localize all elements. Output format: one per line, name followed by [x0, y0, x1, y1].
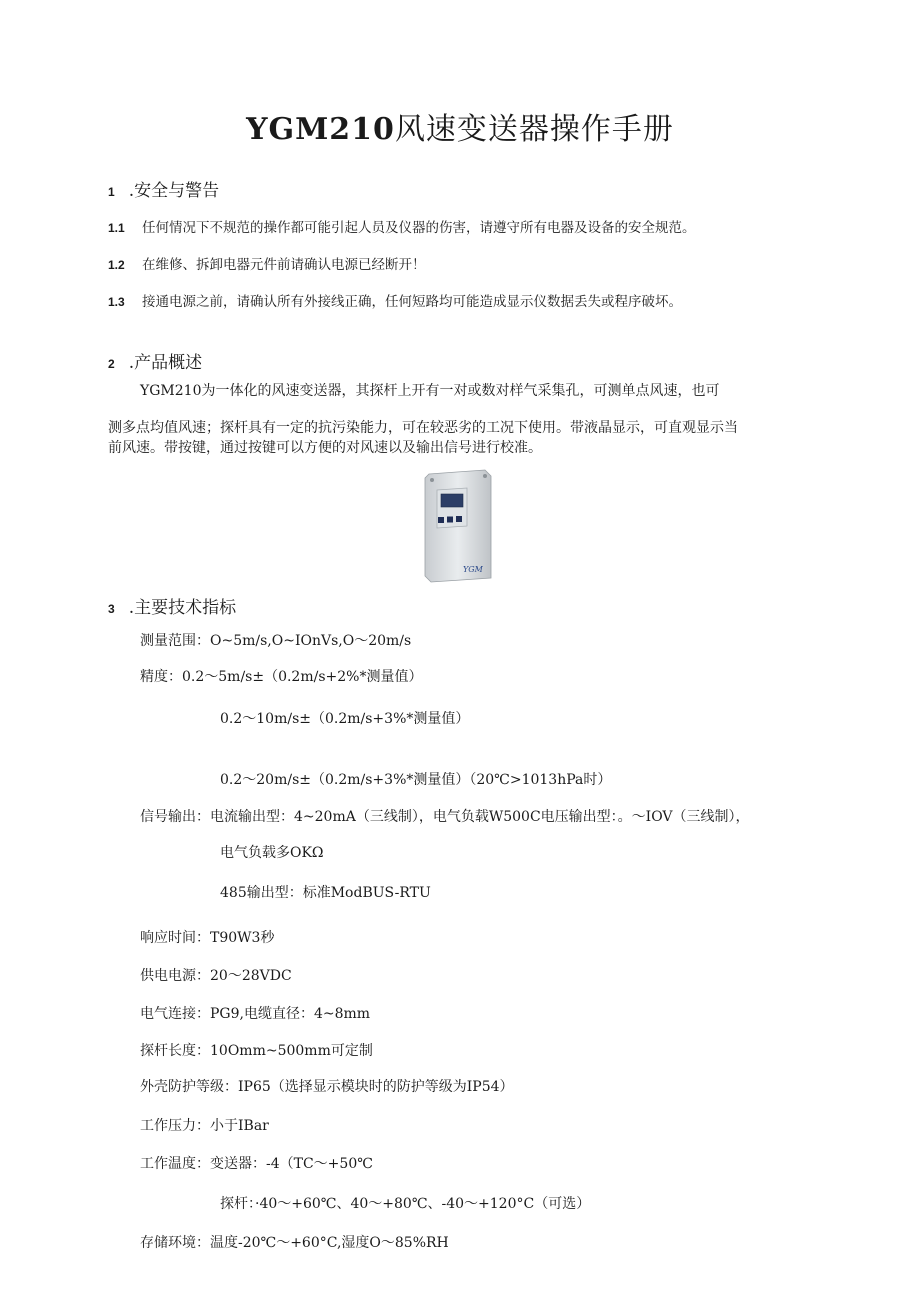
spec-working-temp-probe: 探杆：·40～+60℃、40～+80℃、-40～+120°C（可选）: [220, 1196, 591, 1212]
spec-response-time: 响应时间：T90W3秒: [140, 930, 275, 946]
safety-item-3: [108, 290, 682, 310]
section-3-heading: [108, 593, 236, 618]
spec-accuracy-1: 精度：0.2～5m∕s±（0.2m∕s+2%*测量值）: [140, 669, 423, 685]
document-title: [0, 104, 920, 148]
section-number: 3: [108, 602, 115, 616]
spec-power-supply: 供电电源：20～28VDC: [140, 968, 292, 984]
product-logo-text: YGM: [463, 565, 483, 574]
section-number: 1: [108, 185, 115, 199]
spec-probe-length: 探杆长度：10Omm~500mm可定制: [140, 1043, 373, 1059]
safety-item-1: [108, 216, 696, 236]
section-2-heading: [108, 348, 202, 373]
spec-signal-output: 信号输出：电流输出型：4~20mA（三线制），电气负载W500C电压输出型：。～IOV（三线制），: [140, 809, 750, 825]
section-1-heading: [108, 176, 219, 201]
product-image: [423, 468, 493, 584]
spec-accuracy-3: 0.2～20m∕s±（0.2m∕s+3%*测量值）（20℃>1013hPa时）: [220, 772, 612, 788]
spec-electrical-connection: 电气连接：PG9,电缆直径：4~8mm: [140, 1006, 371, 1022]
item-text: 在维修、拆卸电器元件前请确认电源已经断开！: [142, 257, 426, 273]
overview-line-2: 测多点均值风速；探杆具有一定的抗污染能力，可在较恶劣的工况下使用。带液晶显示，可直观显示当: [108, 420, 738, 436]
item-text: 任何情况下不规范的操作都可能引起人员及仪器的伤害，请遵守所有电器及设备的安全规范。: [142, 220, 696, 236]
spec-working-pressure: 工作压力：小于IBar: [140, 1118, 269, 1134]
section-title: .主要技术指标: [128, 598, 237, 618]
section-number: 2: [108, 357, 115, 371]
spec-enclosure-protection: 外壳防护等级：IP65（选择显示模块时的防护等级为IP54）: [140, 1079, 514, 1095]
item-number: 1.1: [108, 221, 125, 235]
item-number: 1.2: [108, 258, 125, 272]
item-text: 接通电源之前，请确认所有外接线正确，任何短路均可能造成显示仪数据丢失或程序破坏。: [142, 294, 682, 310]
section-title: .产品概述: [128, 353, 203, 373]
spec-accuracy-2: 0.2～10m∕s±（0.2m∕s+3%*测量值）: [220, 711, 470, 727]
overview-line-3: 前风速。带按键，通过按键可以方便的对风速以及输出信号进行校准。: [108, 440, 542, 456]
overview-line-1: YGM210为一体化的风速变送器，其探杆上开有一对或数对样气采集孔，可测单点风速，也可: [140, 383, 720, 399]
spec-range: 测量范围：O~5m∕s,O~IOnVs,O～20m∕s: [140, 633, 412, 649]
spec-working-temp-transmitter: 工作温度：变送器：-4（TC～+50℃: [140, 1156, 373, 1172]
spec-voltage-load: 电气负载多OKΩ: [220, 845, 324, 861]
spec-485-output: 485输出型：标准ModBUS-RTU: [220, 885, 431, 901]
title-model: YGM210: [246, 112, 395, 147]
item-number: 1.3: [108, 295, 125, 309]
safety-item-2: [108, 253, 426, 273]
section-title: .安全与警告: [128, 181, 220, 201]
title-text: 风速变送器操作手册: [394, 112, 674, 147]
spec-storage-environment: 存储环境：温度-20℃～+60°C,湿度O～85%RH: [140, 1235, 449, 1251]
